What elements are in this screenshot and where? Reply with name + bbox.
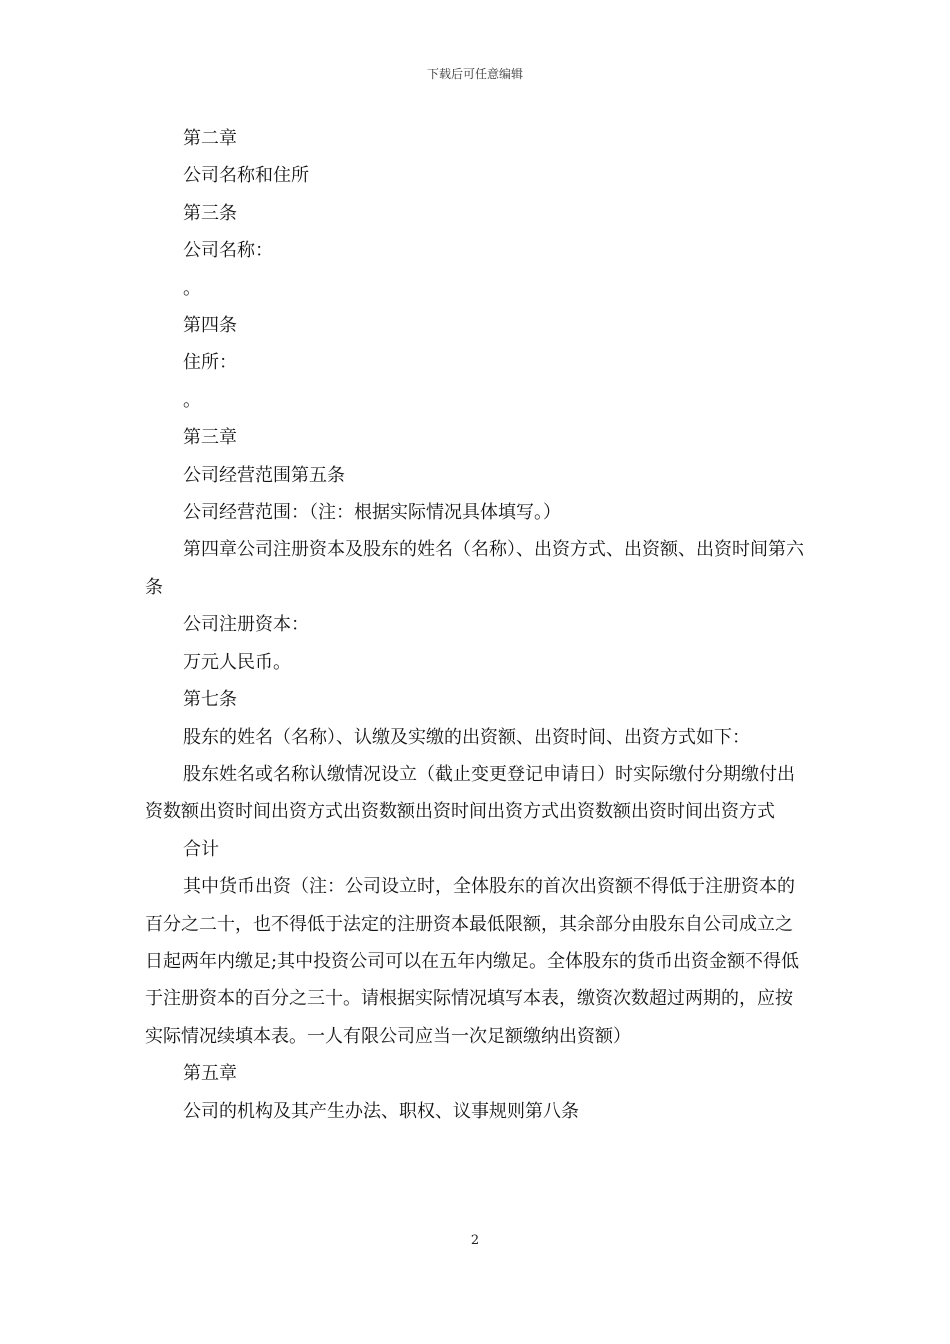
- paragraph: 万元人民币。: [183, 651, 291, 673]
- paragraph: 股东姓名或名称认缴情况设立（截止变更登记申请日）时实际缴付分期缴付出资数额出资时间出资方式出资数额出资时间出资方式出资数额出资时间出资方式: [145, 763, 795, 823]
- paragraph: 公司注册资本：: [183, 614, 309, 636]
- chapter-title: 公司的机构及其产生办法、职权、议事规则第八条: [183, 1100, 579, 1122]
- paragraph: 股东的姓名（名称）、认缴及实缴的出资额、出资时间、出资方式如下：: [183, 726, 750, 748]
- paragraph: 公司经营范围：（注：根据实际情况具体填写。）: [183, 502, 561, 524]
- chapter-heading: 第五章: [183, 1063, 237, 1085]
- paragraph: 公司名称：: [183, 240, 273, 262]
- chapter-heading: 第四章公司注册资本及股东的姓名（名称）、出资方式、出资额、出资时间第六条: [145, 539, 804, 598]
- paragraph: 。: [183, 277, 201, 299]
- page-header: 下载后可任意编辑: [426, 67, 523, 81]
- document-body: [145, 120, 807, 1130]
- article-heading: 第三条: [183, 202, 237, 224]
- chapter-heading: 第三章: [183, 427, 237, 449]
- paragraph: 其中货币出资（注：公司设立时，全体股东的首次出资额不得低于注册资本的百分之二十，也不得低于法定的注册资本最低限额，其余部分由股东自公司成立之日起两年内缴足;其中投资公司可以在五年内缴足。全体股东的货币出资金额不得低于注册资本的百分之三十。请根据实际情况填写本表，缴资次数超过两期的，应按实际情况续填本表。一人有限公司应当一次足额缴纳出资额）: [145, 876, 800, 1047]
- chapter-title: 公司名称和住所: [183, 165, 309, 187]
- paragraph: 住所：: [183, 352, 237, 374]
- chapter-heading: 第二章: [183, 128, 237, 149]
- article-heading: 第七条: [183, 689, 237, 711]
- article-heading: 第四条: [183, 315, 237, 337]
- paragraph: 合计: [183, 838, 219, 860]
- chapter-title: 公司经营范围第五条: [183, 464, 345, 486]
- page-number: 2: [470, 1233, 480, 1248]
- paragraph: 。: [183, 389, 201, 411]
